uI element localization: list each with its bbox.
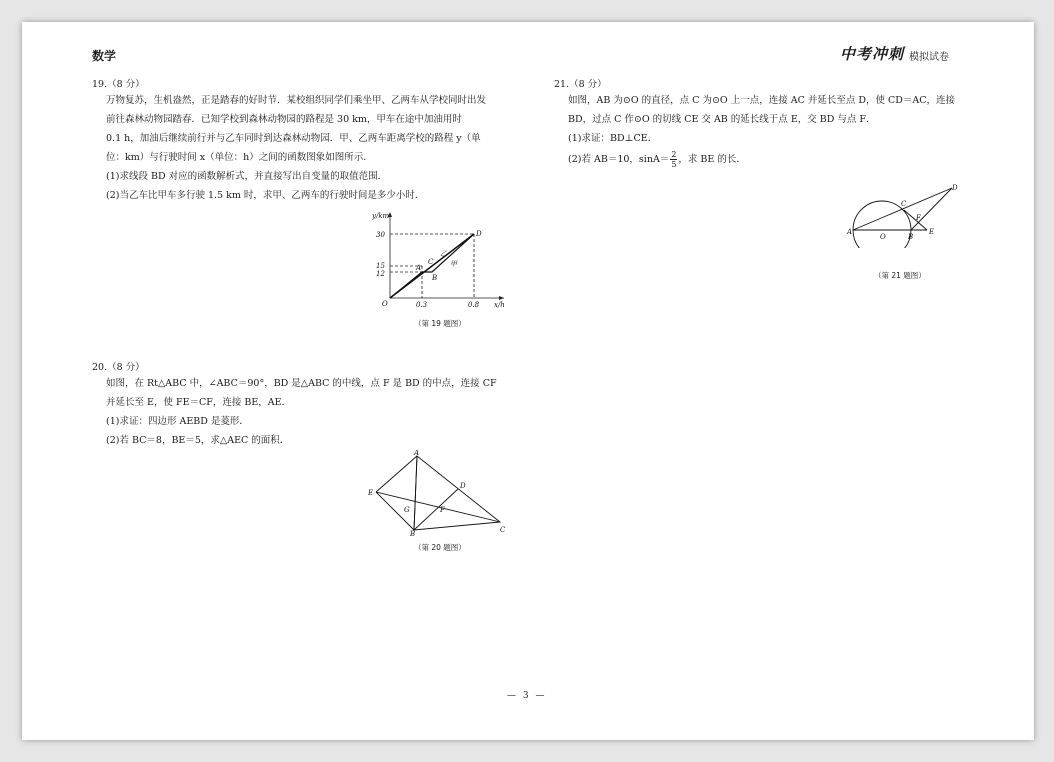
point-label: A	[416, 264, 422, 272]
point-label: B	[908, 233, 914, 241]
x-axis-label: x/h	[494, 301, 505, 308]
point-label: D	[476, 230, 482, 238]
point-label: F	[440, 506, 445, 514]
q19-graph	[362, 208, 512, 308]
x-arrow	[499, 296, 504, 300]
q21-part2-suffix: ，求 BE 的长．	[678, 154, 746, 165]
q20-figure	[362, 450, 507, 536]
q21-figure	[846, 182, 966, 248]
frac-numerator: 2	[671, 150, 677, 159]
point-label: F	[916, 214, 921, 222]
x-tick: 0.8	[468, 301, 480, 308]
point-label: C	[428, 258, 434, 266]
q19-line: 0.1 h，加油后继续前行并与乙车同时到达森林动物园．甲、乙两车距离学校的路程 y（单	[106, 133, 481, 144]
q20-line: (2)若 BC＝8，BE＝5，求△AEC 的面积．	[106, 435, 290, 446]
line-bd	[911, 188, 952, 230]
y-axis-label: y/km	[372, 212, 390, 220]
point-label: B	[410, 530, 416, 536]
frac-denominator: 5	[671, 160, 677, 169]
page-number: — 3 —	[507, 691, 547, 701]
y-tick: 15	[376, 262, 385, 270]
q21-line: BD，过点 C 作⊙O 的切线 CE 交 AB 的延长线于点 E，交 BD 与点 F．	[568, 114, 876, 125]
q20-caption: （第 20 题图）	[414, 543, 466, 552]
y-tick: 12	[376, 270, 385, 278]
point-label: O	[880, 233, 886, 241]
subject-label: 数学	[92, 49, 117, 63]
series-label: 甲	[450, 260, 457, 268]
q19-line: 前往森林动物园踏春．已知学校到森林动物园的路程是 30 km，甲车在途中加油用时	[106, 114, 462, 125]
q19-line: (2)当乙车比甲车多行驶 1.5 km 时，求甲、乙两车的行驶时间是多少小时．	[106, 190, 425, 201]
point-label: C	[901, 200, 907, 208]
q20-line: (1)求证：四边形 AEBD 是菱形．	[106, 416, 249, 427]
q21-part2	[568, 150, 955, 169]
point-label: D	[952, 184, 958, 192]
point-label: G	[404, 506, 410, 514]
line-ad	[853, 188, 952, 230]
q21-text	[568, 91, 955, 169]
point-label: D	[460, 482, 466, 490]
q21-part2-prefix: (2)若 AB＝10，sinA＝	[568, 154, 670, 165]
sin-fraction	[670, 150, 677, 169]
point-label: C	[500, 526, 506, 534]
x-tick: 0.3	[416, 301, 428, 308]
q19-text	[106, 91, 486, 205]
q21-heading: 21.（8 分）	[554, 79, 607, 90]
y-tick: 30	[376, 231, 385, 239]
q20-text	[106, 374, 497, 450]
segment-bd	[414, 489, 458, 530]
q19-caption: （第 19 题图）	[414, 319, 466, 328]
q21-line: 如图，AB 为⊙O 的直径，点 C 为⊙O 上一点，连接 AC 并延长至点 D，使 CD＝AC，连接	[568, 95, 956, 106]
point-label: E	[929, 228, 935, 236]
segment-ab	[414, 456, 417, 530]
point-label: A	[414, 450, 420, 457]
q19-line: 位：km）与行驶时间 x（单位：h）之间的函数图象如图所示．	[106, 152, 373, 163]
segment-ea	[376, 456, 417, 492]
series-label: 乙	[440, 250, 447, 258]
point-label: B	[432, 274, 438, 282]
brand-logo: 中考冲刺	[840, 45, 905, 63]
q20-heading: 20.（8 分）	[92, 362, 145, 373]
q19-heading: 19.（8 分）	[92, 79, 145, 90]
origin-label: O	[382, 300, 388, 308]
q21-caption: （第 21 题图）	[874, 271, 926, 280]
q19-line: (1)求线段 BD 对应的函数解析式，并直接写出自变量的取值范围．	[106, 171, 388, 182]
point-label: A	[847, 228, 853, 236]
q20-line: 如图，在 Rt△ABC 中，∠ABC＝90°，BD 是△ABC 的中线，点 F 是 BD 的中点，连接 CF	[106, 378, 497, 389]
q21-line: (1)求证：BD⊥CE．	[568, 133, 658, 144]
q19-line: 万物复苏，生机盎然，正是踏春的好时节．某校组织同学们乘坐甲、乙两车从学校同时出发	[106, 95, 487, 106]
exam-page	[22, 22, 1034, 740]
brand-subtitle: 模拟试卷	[909, 52, 949, 63]
point-label: E	[368, 489, 374, 497]
q20-line: 并延长至 E，使 FE＝CF，连接 BE，AE．	[106, 397, 292, 408]
